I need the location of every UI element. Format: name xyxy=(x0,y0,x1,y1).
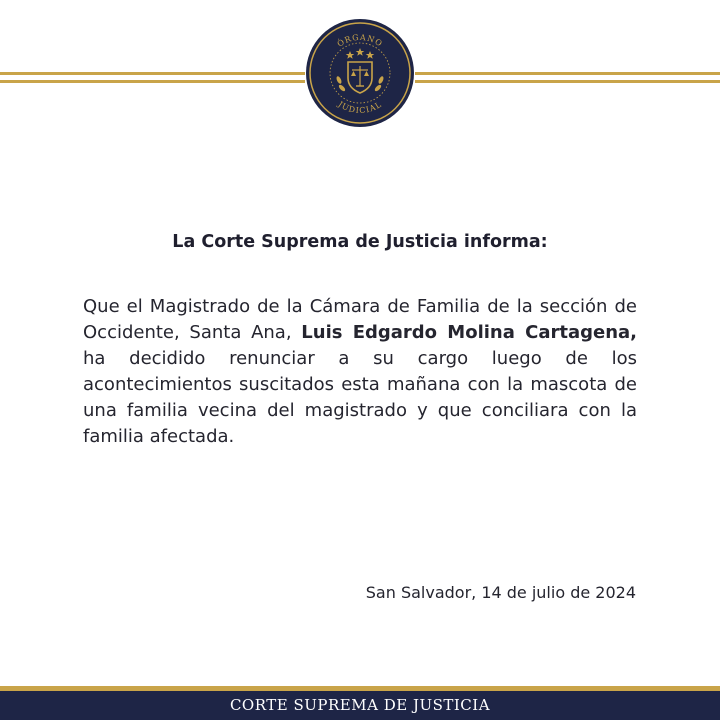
place-date: San Salvador, 14 de julio de 2024 xyxy=(365,583,636,602)
magistrate-name: Luis Edgardo Molina Cartagena, xyxy=(301,322,637,343)
body-text-part2: ha decidido renunciar a su cargo luego de los acontecimientos suscitados esta mañana con la mascota de una familia vecina del magistrado y que conciliara con la familia afectada. xyxy=(83,348,637,447)
body-text-part1: Que el Magistrado de la Cámara de Familia de la sección de Occidente, Santa Ana, xyxy=(83,296,637,343)
header-line-right-lower xyxy=(415,80,720,83)
organo-judicial-seal xyxy=(305,18,415,128)
seal-bottom-text: JUDICIAL xyxy=(336,99,384,116)
announcement-heading: La Corte Suprema de Justicia informa: xyxy=(172,232,548,252)
seal-top-text: ÓRGANO xyxy=(335,32,385,49)
header-line-left-upper xyxy=(0,72,305,75)
announcement-body xyxy=(83,294,637,450)
footer-label: CORTE SUPREMA DE JUSTICIA xyxy=(229,696,491,714)
footer-bar xyxy=(0,691,720,720)
header-line-right-upper xyxy=(415,72,720,75)
header-line-left-lower xyxy=(0,80,305,83)
